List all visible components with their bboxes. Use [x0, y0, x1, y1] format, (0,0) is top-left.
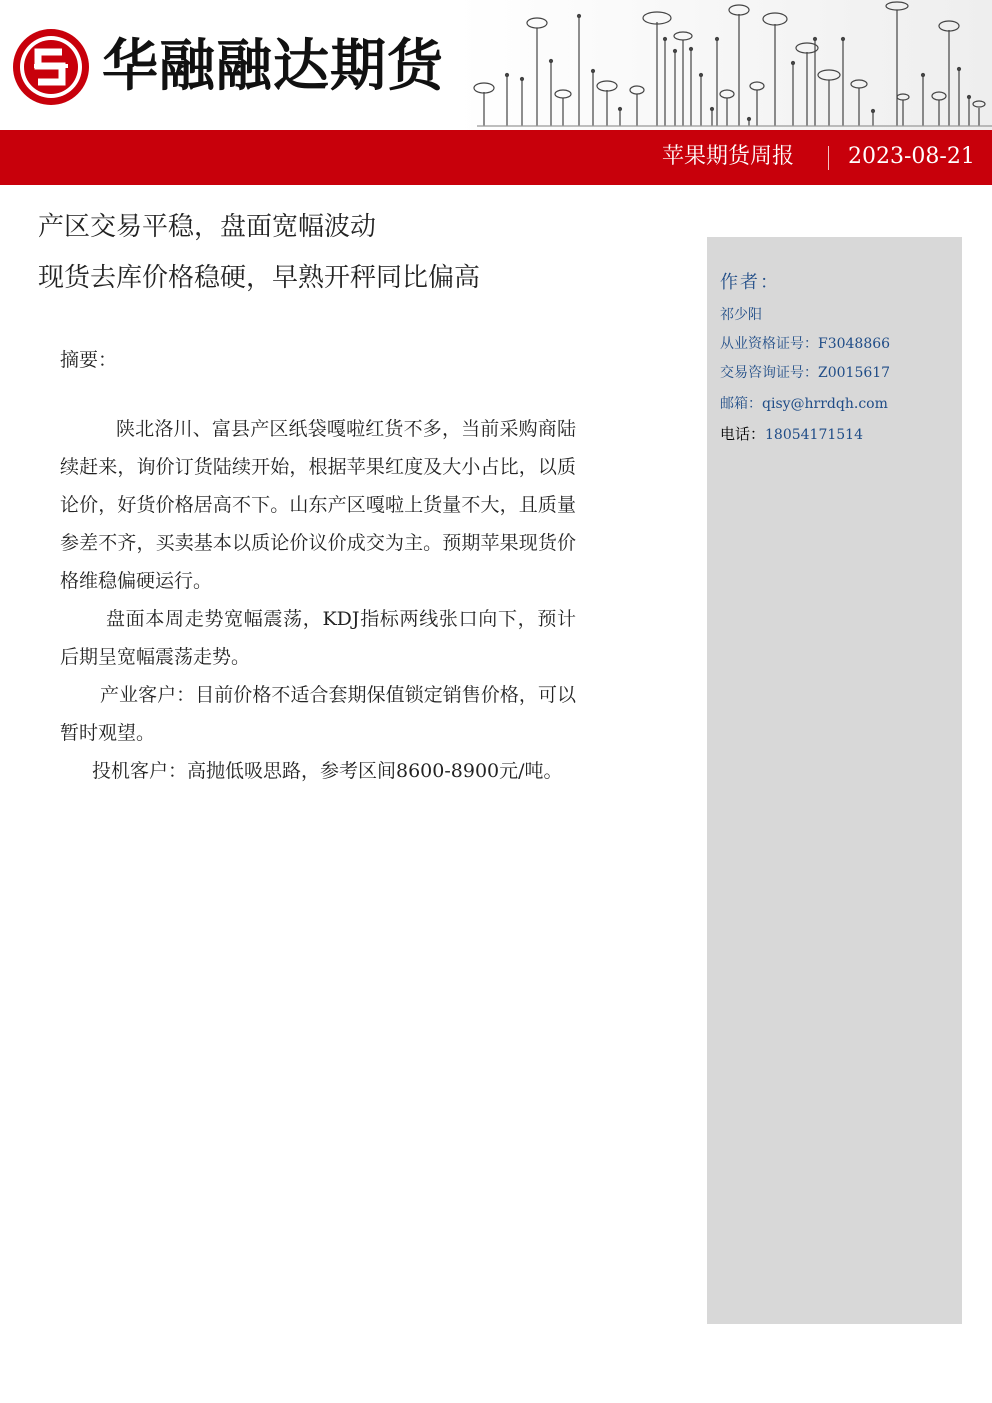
headline-secondary: 现货去库价格稳硬，早熟开秤同比偏高 — [38, 263, 481, 293]
abstract-paragraph: 盘面本周走势宽幅震荡，KDJ指标两线张口向下，预计后期呈宽幅震荡走势。 — [60, 608, 576, 668]
header-divider — [828, 146, 829, 170]
consult-value: Z0015617 — [818, 365, 891, 381]
phone-value: 18054171514 — [765, 427, 863, 443]
author-title: 作者： — [720, 272, 780, 293]
report-header-bar — [0, 130, 992, 185]
consult-line — [720, 363, 890, 383]
email-label: 邮箱： — [720, 396, 762, 412]
report-type: 苹果期货周报 — [661, 144, 794, 169]
phone-label: 电话： — [720, 425, 766, 443]
phone-line — [720, 424, 863, 445]
decorative-pattern — [457, 0, 992, 130]
qualification-value: F3048866 — [818, 336, 891, 352]
abstract-label: 摘要： — [60, 349, 118, 371]
headline-primary: 产区交易平稳，盘面宽幅波动 — [38, 212, 377, 242]
abstract-paragraph: 产业客户：目前价格不适合套期保值锁定销售价格，可以暂时观望。 — [60, 684, 576, 744]
email-line — [720, 394, 888, 414]
brand-name: 华融融达期货 — [102, 34, 444, 99]
company-logo — [10, 26, 444, 108]
abstract-body — [60, 410, 576, 790]
author-name: 祁少阳 — [720, 307, 762, 323]
logo-mark-icon — [10, 26, 92, 108]
consult-label: 交易咨询证号： — [720, 365, 818, 381]
author-sidebar — [707, 237, 962, 1324]
abstract-paragraph: 投机客户：高抛低吸思路，参考区间8600-8900元/吨。 — [92, 760, 563, 782]
abstract-paragraph: 陕北洛川、富县产区纸袋嘎啦红货不多，当前采购商陆续赶来，询价订货陆续开始，根据苹果红度及大小占比，以质论价，好货价格居高不下。山东产区嘎啦上货量不大，且质量参差不齐，买卖基本以质论价议价成交为主。预期苹果现货价格维稳偏硬运行。 — [60, 418, 576, 592]
qualification-label: 从业资格证号： — [720, 336, 818, 352]
email-value[interactable]: qisy@hrrdqh.com — [762, 396, 888, 412]
report-date: 2023-08-21 — [848, 144, 975, 169]
qualification-line — [720, 334, 890, 354]
